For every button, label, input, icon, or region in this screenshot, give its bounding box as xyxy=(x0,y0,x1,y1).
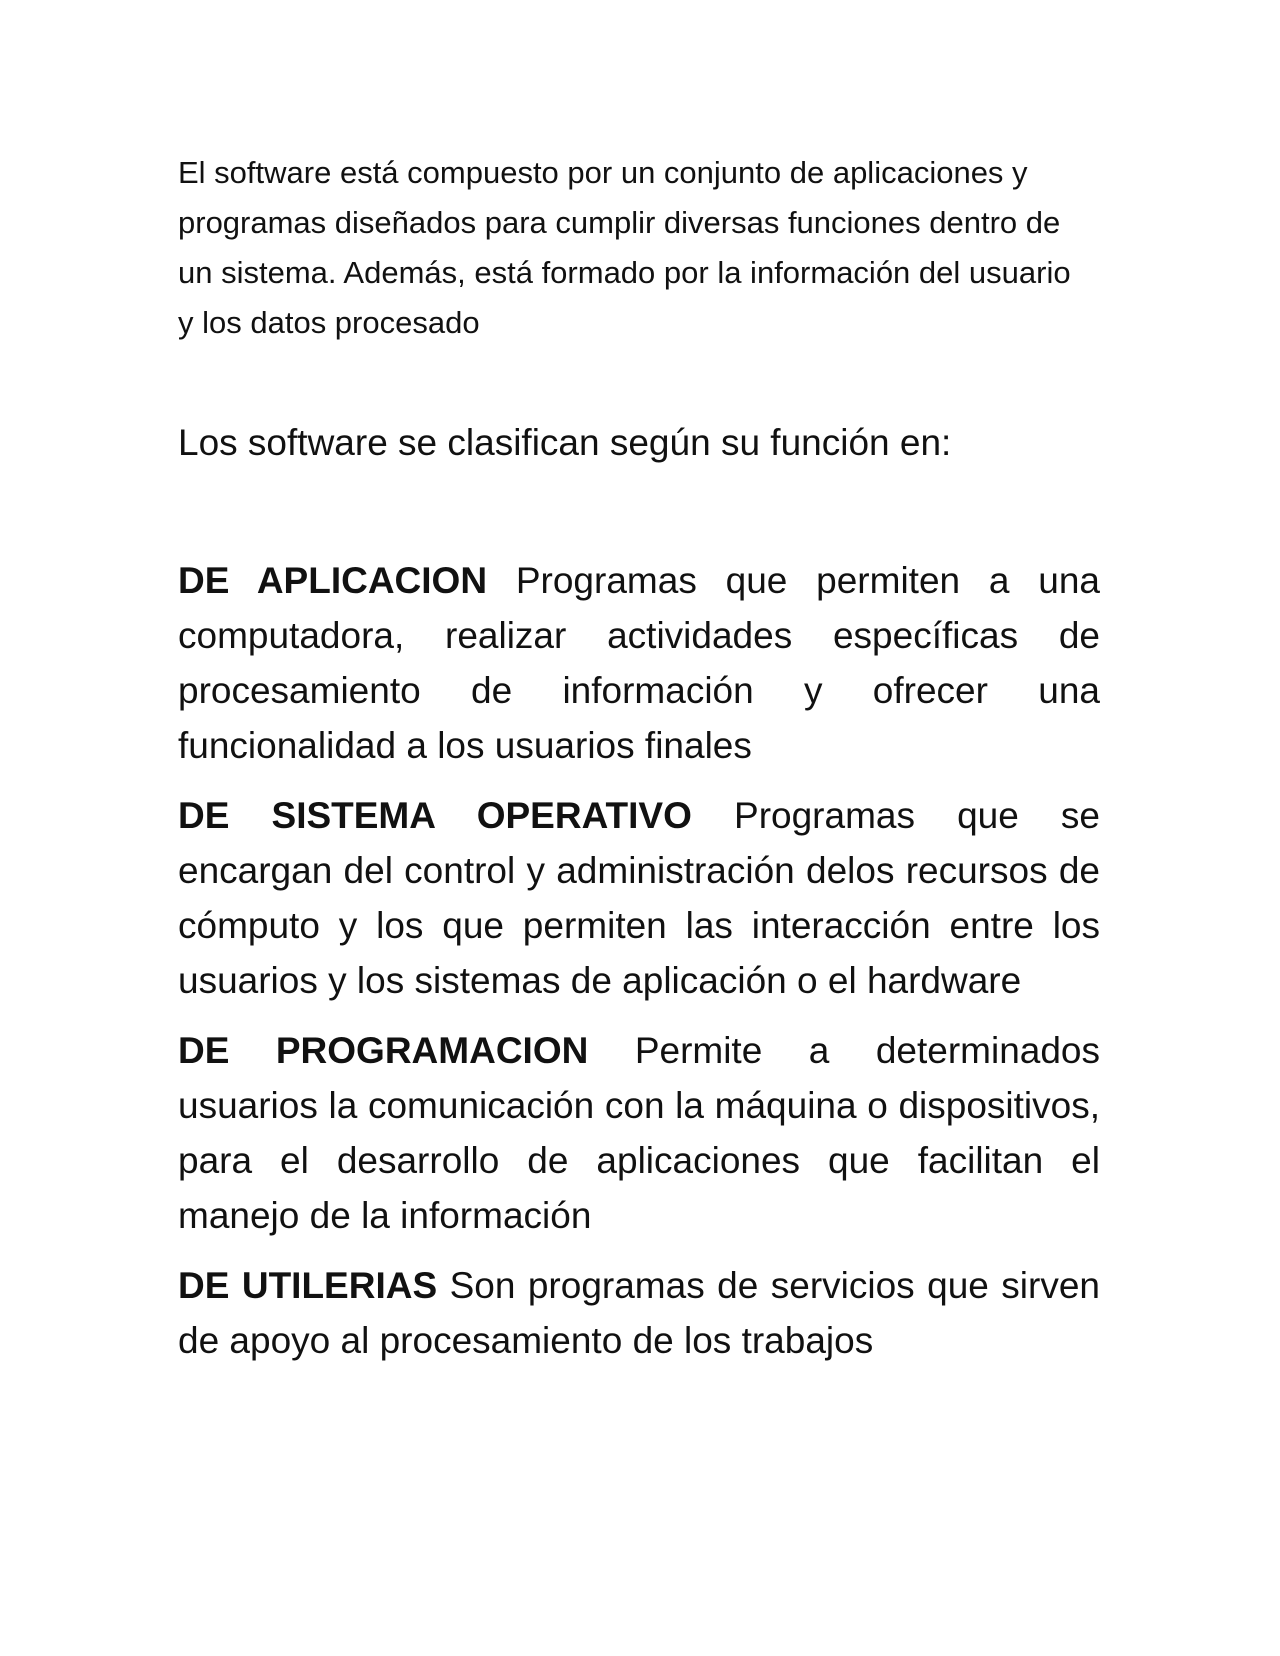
section-term: DE UTILERIAS xyxy=(178,1265,438,1306)
section-description: Permite a determinados usuarios la comunicación con la máquina o dispositivos, para el desarrollo de aplicaciones que facilitan el manejo de la información xyxy=(178,1030,1101,1236)
section-sistema-operativo xyxy=(178,788,1100,1008)
intro-paragraph: El software está compuesto por un conjunto de aplicaciones y programas diseñados para cumplir diversas funciones dentro de un sistema. Además, está formado por la información del usuario y los datos procesado xyxy=(178,155,1071,340)
section-description: Programas que se encargan del control y administración delos recursos de cómputo y los que permiten las interacción entre los usuarios y los sistemas de aplicación o el hardware xyxy=(178,795,1101,1001)
section-term: DE PROGRAMACION xyxy=(178,1030,589,1071)
section-description: Son programas de servicios que sirven de apoyo al procesamiento de los trabajos xyxy=(178,1265,1100,1361)
section-term: DE SISTEMA OPERATIVO xyxy=(178,795,692,836)
section-aplicacion xyxy=(178,553,1100,773)
section-utilerias xyxy=(178,1258,1100,1368)
document-page xyxy=(178,148,1100,1383)
section-description: Programas que permiten a una computadora, realizar actividades específicas de procesamiento de información y ofrecer una funcionalidad a los usuarios finales xyxy=(178,560,1101,766)
classification-heading: Los software se clasifican según su función en: xyxy=(178,422,952,463)
section-term: DE APLICACION xyxy=(178,560,488,601)
section-programacion xyxy=(178,1023,1100,1243)
